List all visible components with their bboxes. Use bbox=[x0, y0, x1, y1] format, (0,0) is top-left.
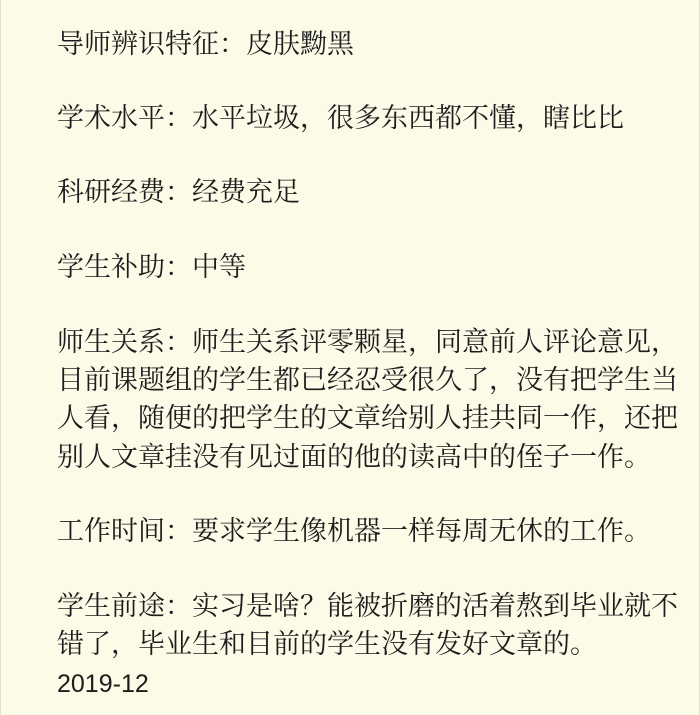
review-date: 2019-12 bbox=[57, 670, 149, 698]
relationship-text-line-2: 目前课题组的学生都已经忍受很久了，没有把学生当 bbox=[57, 365, 678, 396]
student-stipend-text: 学生补助：中等 bbox=[57, 252, 246, 283]
academic-level-text: 学术水平：水平垃圾，很多东西都不懂，瞎比比 bbox=[57, 103, 624, 134]
work-time-text: 工作时间：要求学生像机器一样每周无休的工作。 bbox=[57, 516, 651, 547]
relationship-text-line-1: 师生关系：师生关系评零颗星，同意前人评论意见， bbox=[57, 327, 678, 358]
relationship-text-line-4: 别人文章挂没有见过面的他的读高中的侄子一作。 bbox=[57, 442, 651, 473]
research-funding-text: 科研经费：经费充足 bbox=[57, 177, 300, 208]
student-future-text-line-2: 错了，毕业生和目前的学生没有发好文章的。 bbox=[57, 629, 597, 660]
mentor-feature-text: 导师辨识特征：皮肤黝黑 bbox=[57, 29, 354, 60]
review-content bbox=[1, 0, 700, 715]
student-future-text-line-1: 学生前途：实习是啥？能被折磨的活着熬到毕业就不 bbox=[57, 591, 678, 622]
relationship-text-line-3: 人看，随便的把学生的文章给别人挂共同一作，还把 bbox=[57, 403, 678, 434]
